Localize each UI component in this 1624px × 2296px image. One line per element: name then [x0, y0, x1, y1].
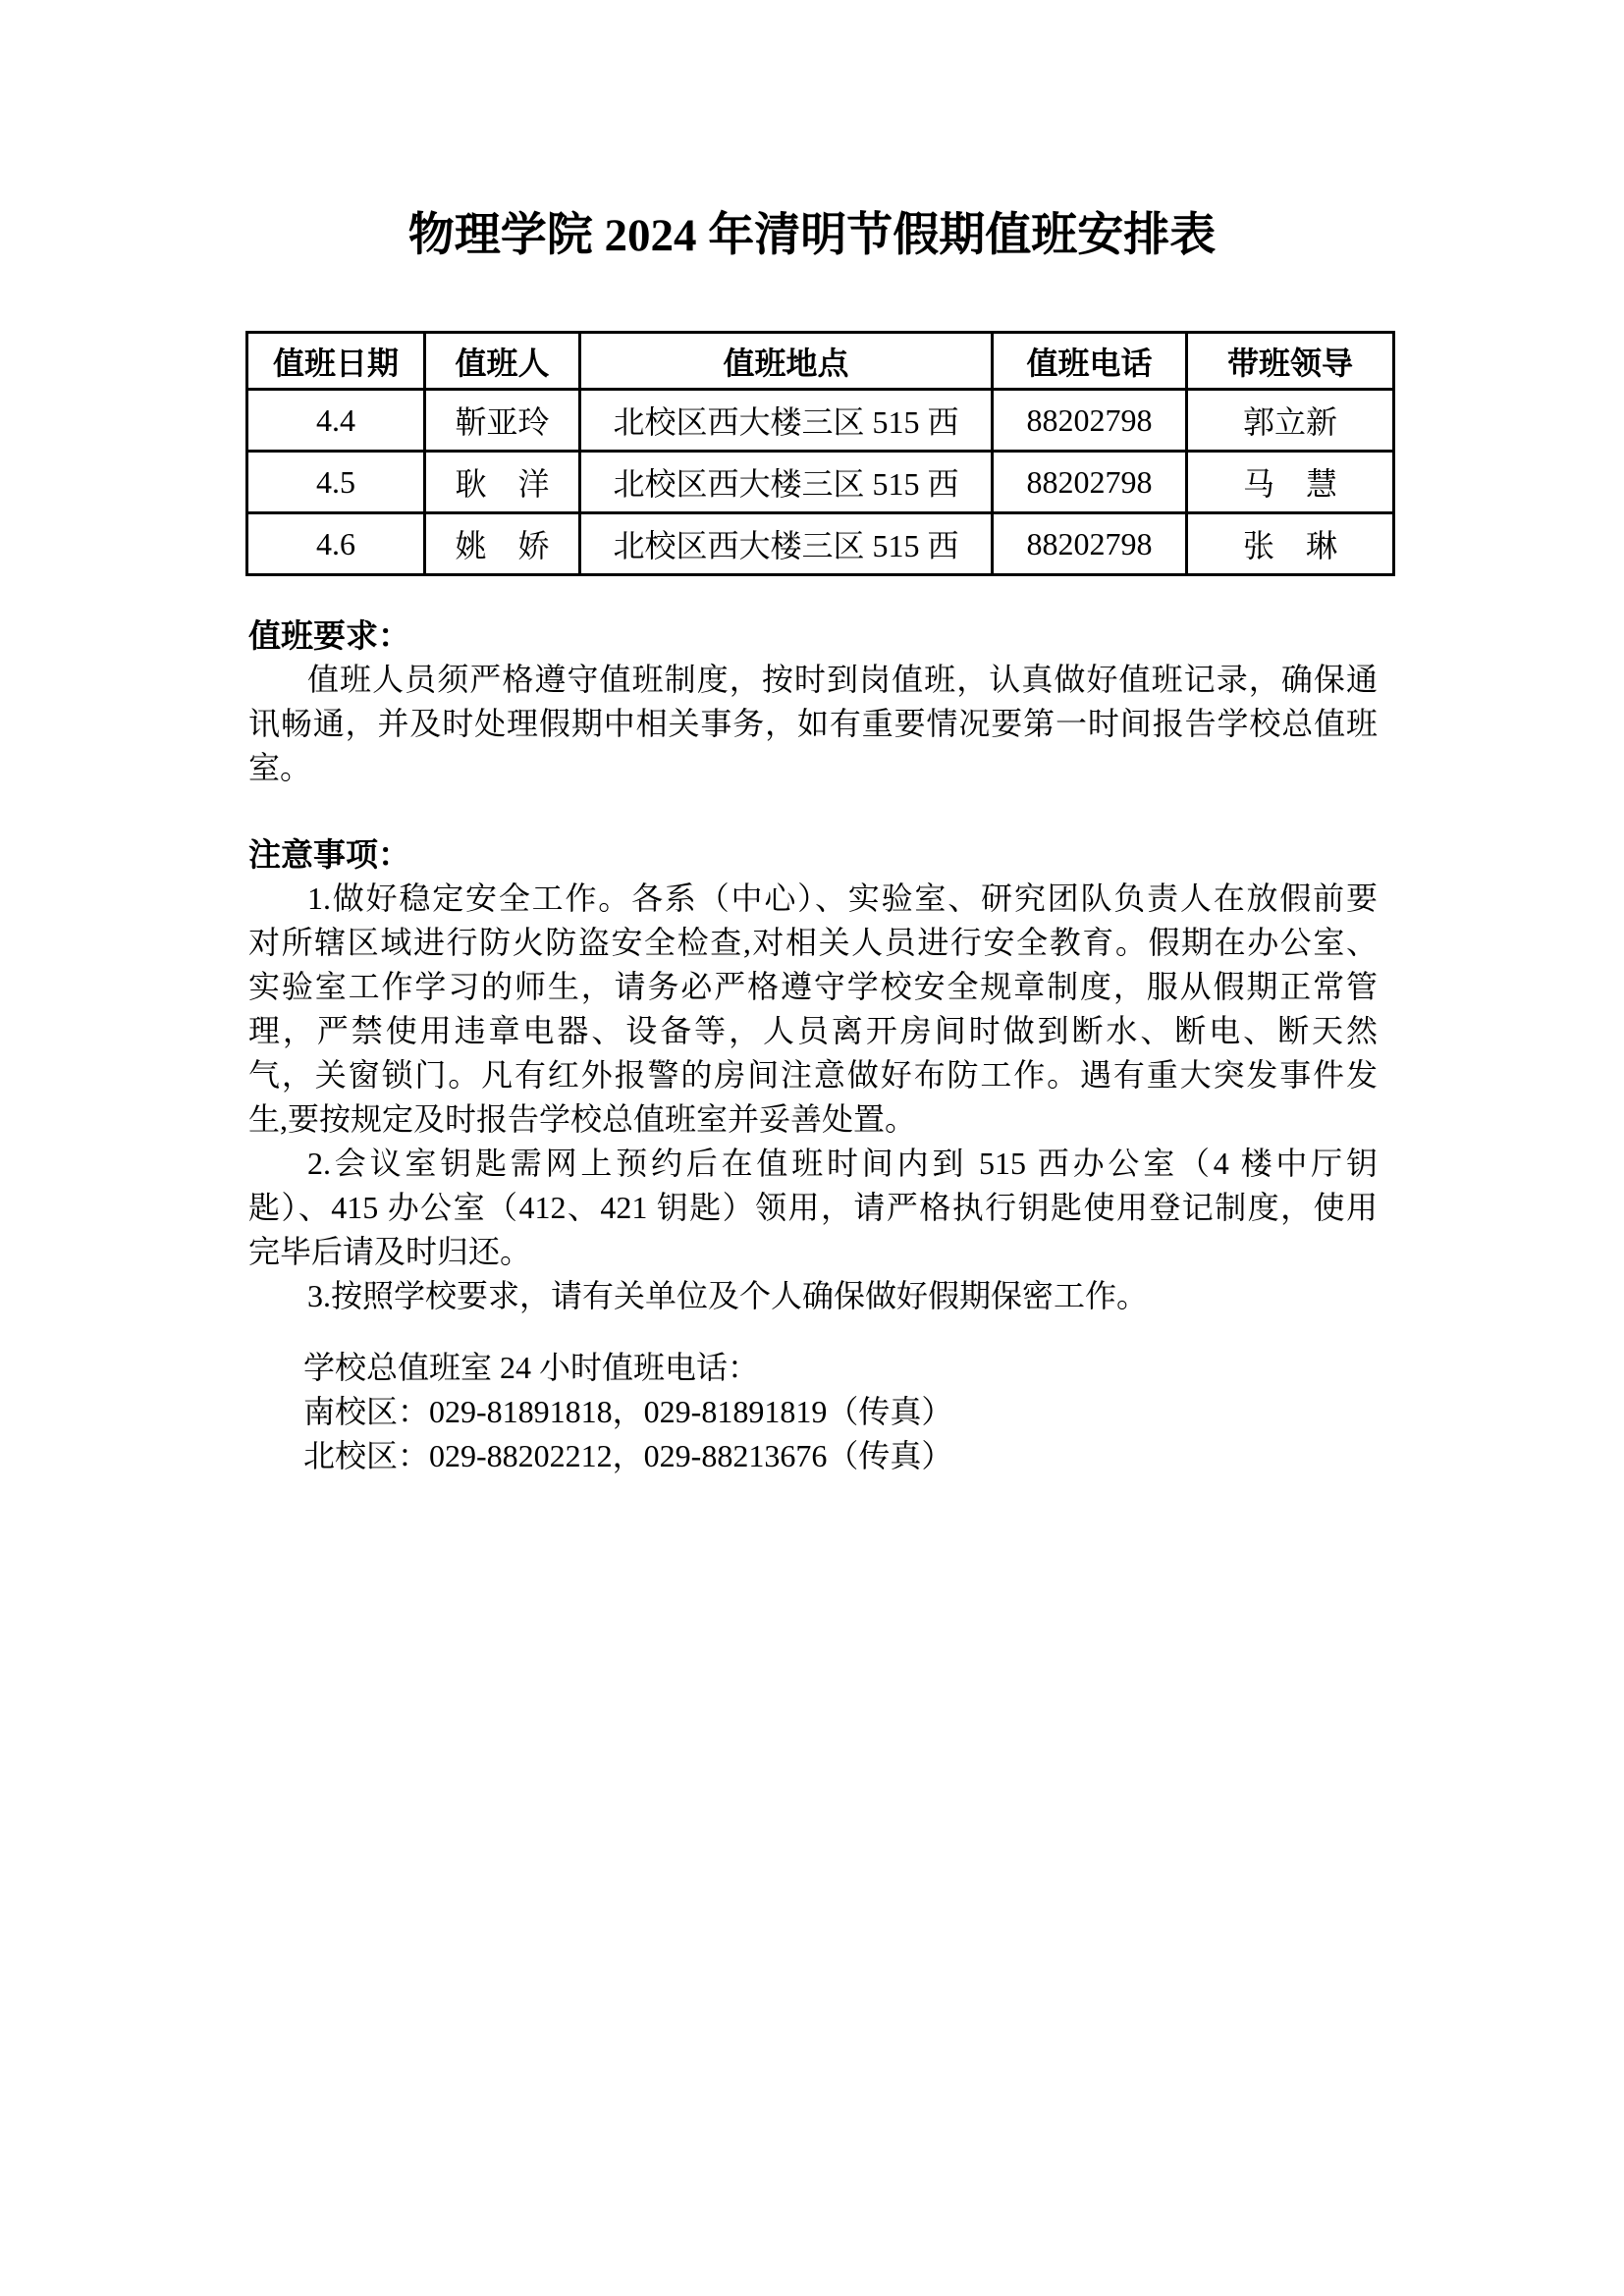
- text-line: 讯畅通，并及时处理假期中相关事务，如有重要情况要第一时间报告学校总值班: [248, 706, 1378, 741]
- text-line: 匙）、415 办公室（412、421 钥匙）领用，请严格执行钥匙使用登记制度，使用: [248, 1190, 1378, 1225]
- text-line: 北校区：029-88202212，029-88213676（传真）: [303, 1438, 953, 1473]
- column-header: 值班地点: [580, 333, 993, 390]
- text-line: 气，关窗锁门。凡有红外报警的房间注意做好布防工作。遇有重大突发事件发: [248, 1057, 1378, 1093]
- table-cell: 88202798: [993, 513, 1187, 575]
- table-row: [247, 513, 1394, 575]
- table-cell: 郭立新: [1187, 390, 1394, 452]
- text-line: 对所辖区域进行防火防盗安全检查,对相关人员进行安全教育。假期在办公室、: [248, 925, 1378, 960]
- table-cell: 4.5: [247, 452, 425, 513]
- table-cell: 北校区西大楼三区 515 西: [580, 513, 993, 575]
- table-header-row: [247, 333, 1394, 390]
- hotline-block: [248, 1346, 1378, 1478]
- requirements-section: [248, 614, 1378, 790]
- note-item-1: [248, 877, 1378, 1142]
- text-line: 室。: [248, 750, 312, 785]
- note-item-2: [248, 1142, 1378, 1274]
- table-cell: 88202798: [993, 452, 1187, 513]
- text-line: 完毕后请及时归还。: [248, 1234, 532, 1269]
- text-line: 3.按照学校要求，请有关单位及个人确保做好假期保密工作。: [307, 1278, 1149, 1313]
- table-cell: 姚 娇: [425, 513, 580, 575]
- table-row: [247, 390, 1394, 452]
- column-header: 值班日期: [247, 333, 425, 390]
- table-cell: 靳亚玲: [425, 390, 580, 452]
- text-line: 实验室工作学习的师生，请务必严格遵守学校安全规章制度，服从假期正常管: [248, 969, 1378, 1004]
- table-cell: 88202798: [993, 390, 1187, 452]
- table-cell: 马 慧: [1187, 452, 1394, 513]
- table-row: [247, 452, 1394, 513]
- table-cell: 张 琳: [1187, 513, 1394, 575]
- table-cell: 4.4: [247, 390, 425, 452]
- text-line: 南校区：029-81891818，029-81891819（传真）: [303, 1394, 953, 1429]
- document-body: [248, 614, 1378, 1478]
- column-header: 值班电话: [993, 333, 1187, 390]
- text-line: 值班人员须严格遵守值班制度，按时到岗值班，认真做好值班记录，确保通: [307, 662, 1378, 697]
- notes-heading: 注意事项：: [248, 836, 410, 873]
- text-line: 理，严禁使用违章电器、设备等，人员离开房间时做到断水、断电、断天然: [248, 1013, 1378, 1048]
- column-header: 带班领导: [1187, 333, 1394, 390]
- requirements-paragraph: [248, 658, 1378, 790]
- table-body: [247, 390, 1394, 575]
- text-line: 1.做好稳定安全工作。各系（中心）、实验室、研究团队负责人在放假前要: [307, 881, 1378, 916]
- duty-table: [245, 331, 1395, 576]
- requirements-heading: 值班要求：: [248, 617, 410, 654]
- table-cell: 北校区西大楼三区 515 西: [580, 452, 993, 513]
- page-title: 物理学院 2024 年清明节假期值班安排表: [407, 210, 1217, 261]
- text-line: 学校总值班室 24 小时值班电话：: [303, 1350, 760, 1385]
- text-line: 2.会议室钥匙需网上预约后在值班时间内到 515 西办公室（4 楼中厅钥: [307, 1146, 1378, 1181]
- table-cell: 耿 洋: [425, 452, 580, 513]
- text-line: 生,要按规定及时报告学校总值班室并妥善处置。: [248, 1101, 917, 1137]
- note-item-3: [248, 1274, 1378, 1318]
- table-cell: 北校区西大楼三区 515 西: [580, 390, 993, 452]
- column-header: 值班人: [425, 333, 580, 390]
- table-cell: 4.6: [247, 513, 425, 575]
- notes-section: [248, 832, 1378, 1318]
